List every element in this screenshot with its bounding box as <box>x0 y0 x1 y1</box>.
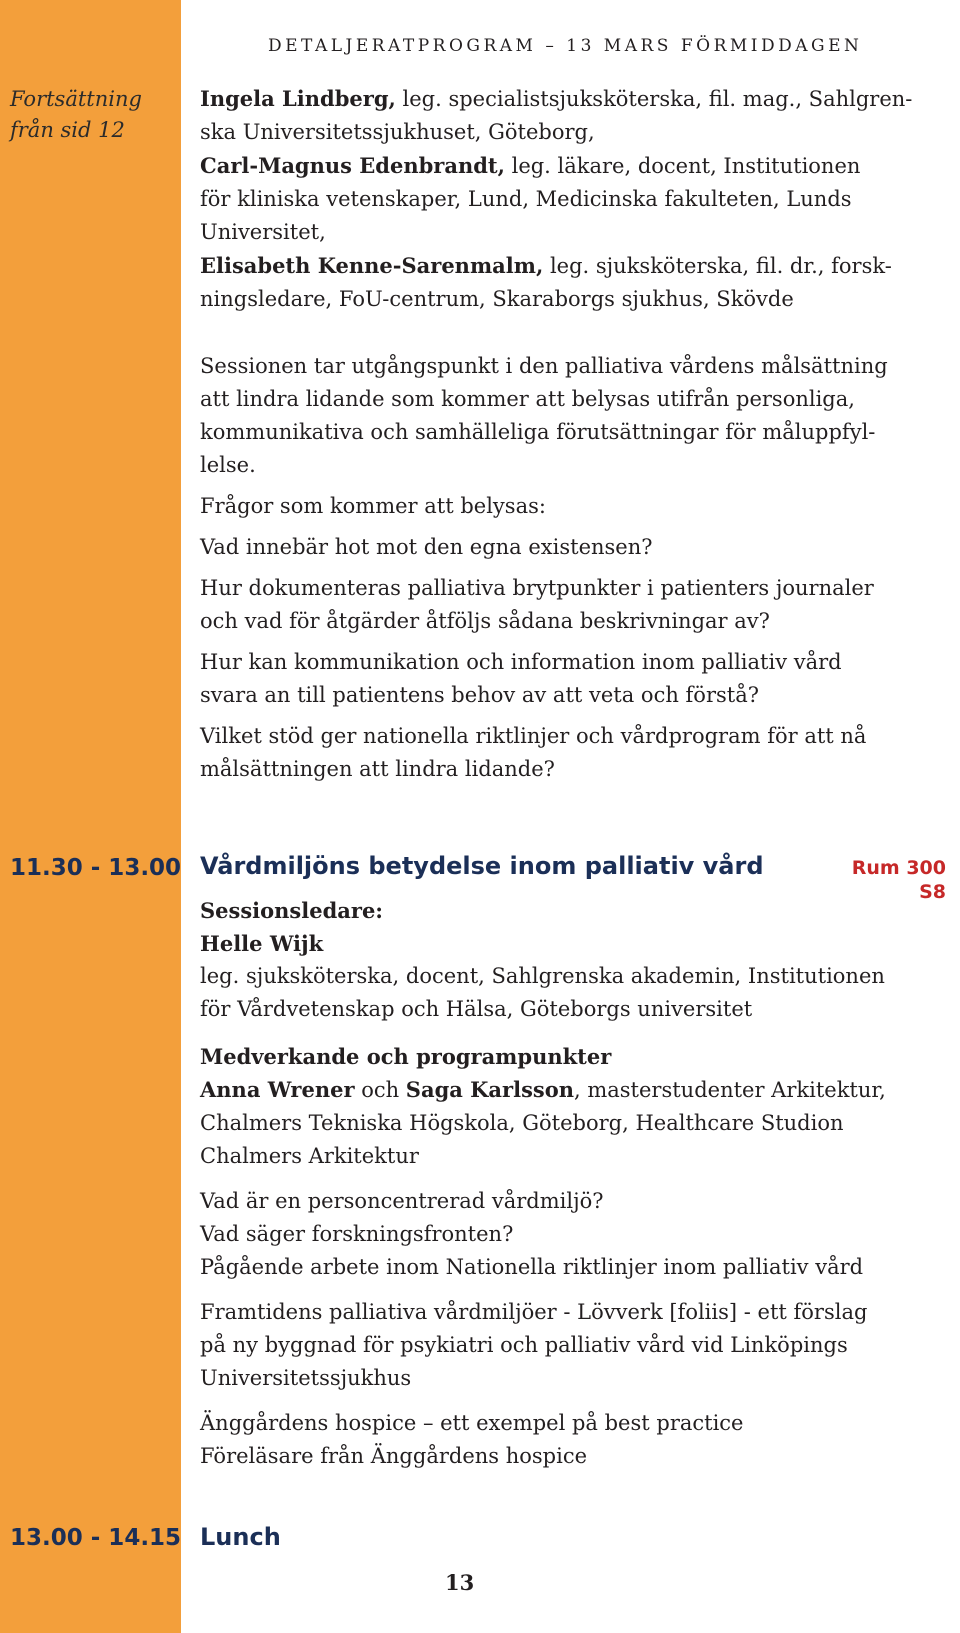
participants-line <box>200 1073 935 1107</box>
speaker-line: för kliniska vetenskaper, Lund, Medicinska fakulteten, Lunds <box>200 187 852 211</box>
question: målsättningen att lindra lidande? <box>200 757 555 781</box>
sidebar-band <box>0 0 181 1633</box>
program-item: Änggårdens hospice – ett exempel på best practice <box>200 1411 744 1435</box>
questions-label: Frågor som kommer att belysas: <box>200 494 546 518</box>
room-code: S8 <box>919 881 946 903</box>
question: och vad för åtgärder åtföljs sådana beskrivningar av? <box>200 609 770 633</box>
participant-desc: , masterstudenter Arkitektur, <box>574 1078 886 1102</box>
lunch-block <box>200 1523 935 1551</box>
leader-label: Sessionsledare: <box>200 898 384 923</box>
intro-line: lelse. <box>200 453 256 477</box>
speaker-name: Ingela Lindberg, <box>200 86 396 111</box>
speaker-desc: leg. läkare, docent, Institutionen <box>504 154 861 178</box>
speaker-line: ningsledare, FoU-centrum, Skaraborgs sjukhus, Skövde <box>200 287 794 311</box>
continued-line: Fortsättning <box>10 87 142 111</box>
speaker-line <box>200 249 935 283</box>
speaker-line: ska Universitetssjukhuset, Göteborg, <box>200 120 595 144</box>
program-item: på ny byggnad för psykiatri och palliativ vård vid Linköpings <box>200 1333 848 1357</box>
question: Vilket stöd ger nationella riktlinjer och vårdprogram för att nå <box>200 724 867 748</box>
page-number: 13 <box>445 1570 475 1595</box>
participant-connector: och <box>354 1078 406 1102</box>
participants-line: Chalmers Arkitektur <box>200 1144 419 1168</box>
program-item: Föreläsare från Änggårdens hospice <box>200 1444 588 1468</box>
program-item: Universitetssjukhus <box>200 1366 412 1390</box>
speaker-line <box>200 149 935 183</box>
session-title: Vårdmiljöns betydelse inom palliativ vård <box>200 852 764 880</box>
program-item: Vad är en personcentrerad vårdmiljö? <box>200 1189 604 1213</box>
intro-paragraph <box>200 350 935 786</box>
program-item: Framtidens palliativa vårdmiljöer - Lövverk [foliis] - ett förslag <box>200 1300 868 1324</box>
session-time: 11.30 - 13.00 <box>10 855 182 881</box>
lunch-time: 13.00 - 14.15 <box>10 1525 182 1551</box>
speakers-block <box>200 82 935 316</box>
session-block <box>200 852 935 880</box>
continued-line: från sid 12 <box>10 118 125 142</box>
program-item: Vad säger forskningsfronten? <box>200 1222 514 1246</box>
participant-name: Saga Karlsson <box>405 1077 574 1102</box>
participant-name: Anna Wrener <box>200 1077 355 1102</box>
question: Hur dokumenteras palliativa brytpunkter i patienters journaler <box>200 576 874 600</box>
session-details <box>200 894 935 1473</box>
leader-desc: leg. sjuksköterska, docent, Sahlgrenska akademin, Institutionen <box>200 964 885 988</box>
intro-line: Sessionen tar utgångspunkt i den palliativa vårdens målsättning <box>200 354 888 378</box>
speaker-name: Elisabeth Kenne-Sarenmalm, <box>200 253 544 278</box>
leader-name: Helle Wijk <box>200 931 324 956</box>
leader-desc: för Vårdvetenskap och Hälsa, Göteborgs universitet <box>200 997 753 1021</box>
speaker-line <box>200 82 935 116</box>
page-header: DETALJERATPROGRAM – 13 MARS FÖRMIDDAGEN <box>268 36 863 56</box>
continued-note <box>10 84 175 146</box>
speaker-desc: leg. specialistsjuksköterska, fil. mag., Sahlgren- <box>395 87 913 111</box>
room-number: Rum 300 <box>851 857 946 879</box>
question: Hur kan kommunikation och information inom palliativ vård <box>200 650 842 674</box>
question: Vad innebär hot mot den egna existensen? <box>200 535 653 559</box>
participants-line: Chalmers Tekniska Högskola, Göteborg, Healthcare Studion <box>200 1111 844 1135</box>
intro-line: kommunikativa och samhälleliga förutsättningar för måluppfyl- <box>200 420 876 444</box>
intro-line: att lindra lidande som kommer att belysas utifrån personliga, <box>200 387 855 411</box>
participants-label: Medverkande och programpunkter <box>200 1044 612 1069</box>
speaker-name: Carl-Magnus Edenbrandt, <box>200 153 505 178</box>
question: svara an till patientens behov av att veta och förstå? <box>200 683 759 707</box>
speaker-desc: leg. sjuksköterska, fil. dr., forsk- <box>543 254 892 278</box>
lunch-label: Lunch <box>200 1523 281 1551</box>
program-item: Pågående arbete inom Nationella riktlinjer inom palliativ vård <box>200 1255 864 1279</box>
speaker-line: Universitet, <box>200 220 326 244</box>
